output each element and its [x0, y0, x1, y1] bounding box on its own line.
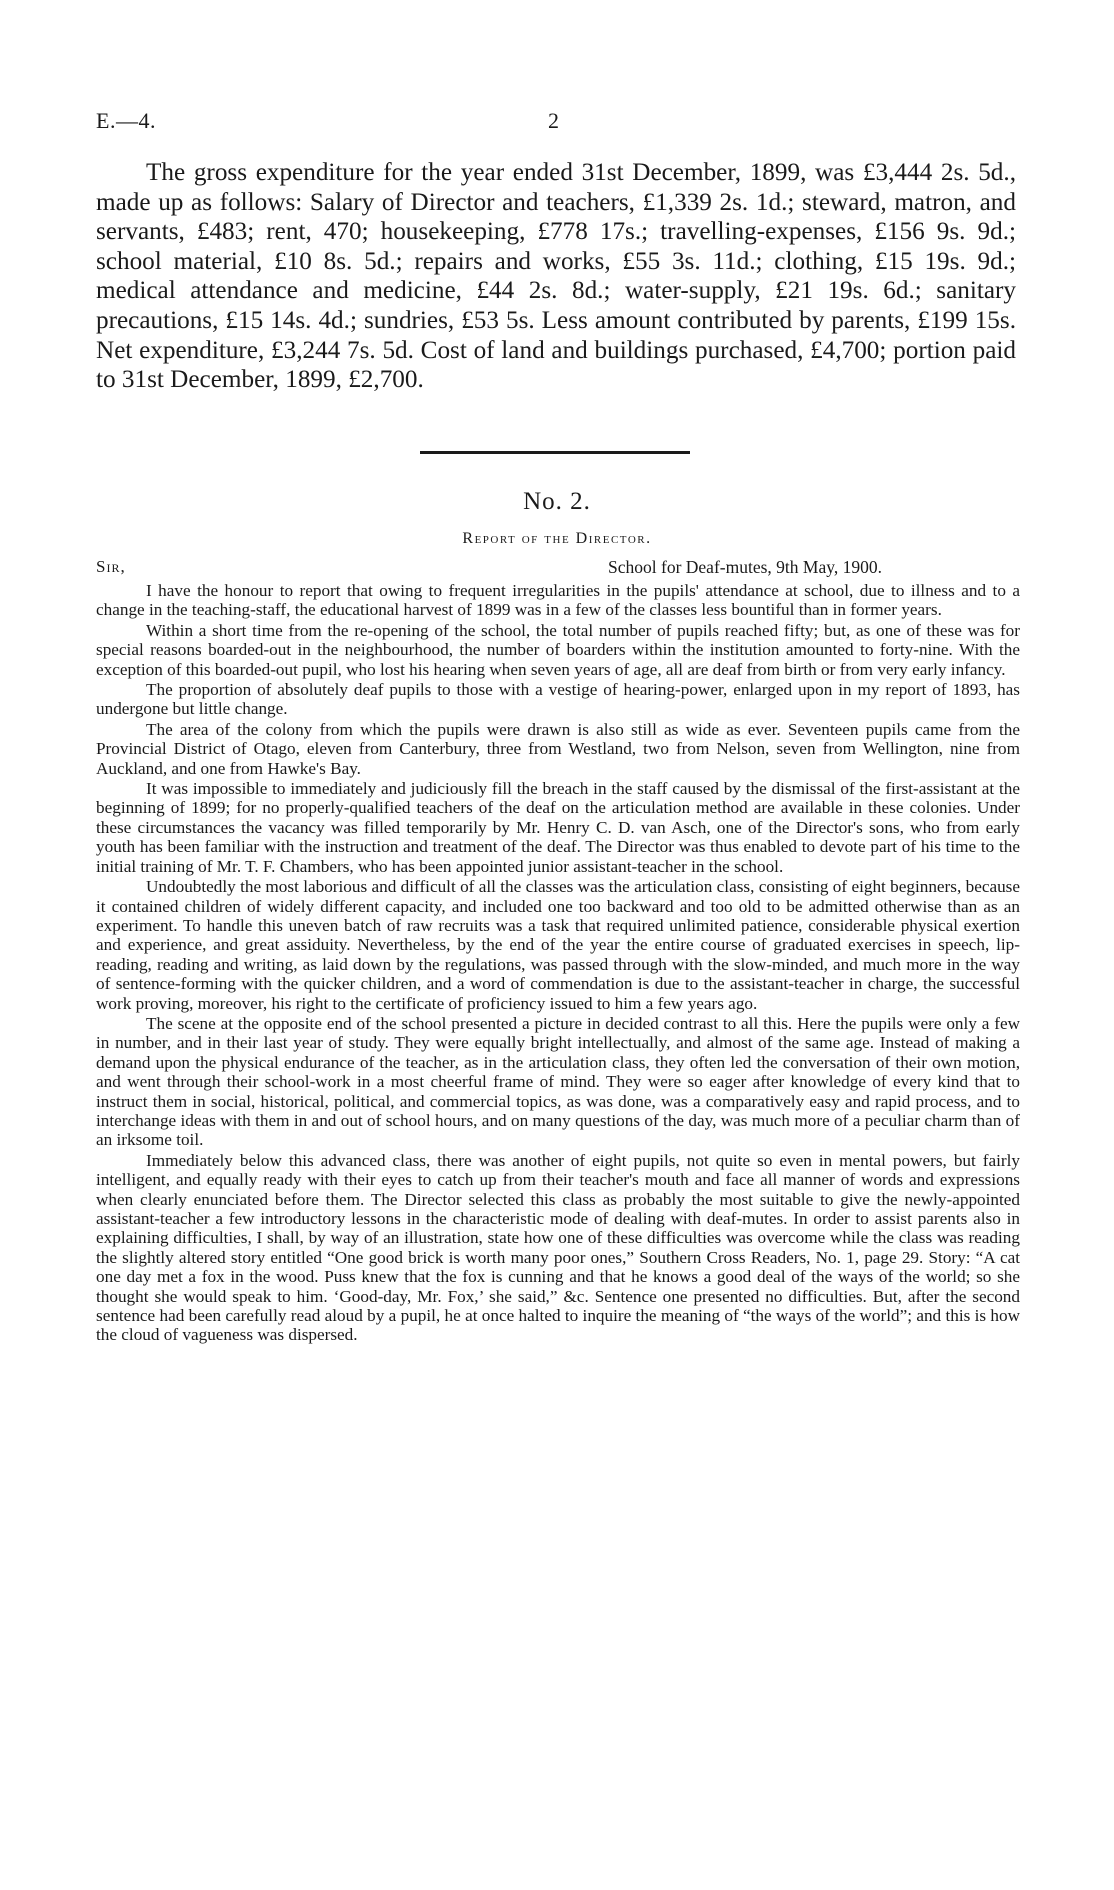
section-title: Report of the Director.: [462, 530, 652, 547]
section-divider: [420, 451, 690, 454]
paragraph: I have the honour to report that owing to frequent irregularities in the pupils' attendance at school, due to illness and to a change in the teaching-staff, the educational harvest of 1899 was in a few of the classes less bountiful than in former years.: [96, 581, 1020, 620]
paragraph: The scene at the opposite end of the school presented a picture in decided contrast to all this. Here the pupils were only a few in number, and in their last year of study. They were equally bright intellectually, and almost of the same age. Instead of making a demand upon the physical endurance of the teacher, as in the articulation class, they often led the conversation of their own motion, and went through their school-work in a most cheerful frame of mind. They were so eager after knowledge of every kind that to instruct them in social, historical, political, and commercial topics, as was done, was a comparatively easy and rapid process, and to interchange ideas with them in and out of school hours, and on many questions of the day, was much more of a peculiar charm than of an irksome toil.: [96, 1013, 1020, 1150]
expenditure-paragraph: [96, 158, 1016, 395]
paragraph: Undoubtedly the most laborious and difficult of all the classes was the articulation class, consisting of eight beginners, because it contained children of widely different capacity, and included one too backward and too old to be admitted otherwise than as an experiment. To handle this uneven batch of raw recruits was a task that required unlimited patience, considerable physical exertion and experience, and great assiduity. Nevertheless, by the end of the year the entire course of graduated exercises in speech, lip-reading, reading and writing, as laid down by the regulations, was passed through with the slow-minded, and much more in the way of sentence-forming with the quicker children, and a word of commendation is due to the assistant-teacher in charge, the successful work proving, moreover, his right to the certificate of proficiency issued to him a few years ago.: [96, 877, 1020, 1013]
salutation: Sir,: [96, 557, 126, 576]
paragraph: Immediately below this advanced class, there was another of eight pupils, not quite so even in mental powers, but fairly intelligent, and equally ready with their eyes to catch up from their teacher's mouth and face all manner of words and expressions when clearly enunciated before them. The Director selected this class as probably the most suitable to give the newly-appointed assistant-teacher a few introductory lessons in the characteristic mode of dealing with deaf-mutes. In order to assist parents also in explaining difficulties, I shall, by way of an illustration, state how one of these difficulties was overcome while the class was reading the slightly altered story entitled “One good brick is worth many poor ones,” Southern Cross Readers, No. 1, page 29. Story: “A cat one day met a fox in the wood. Puss knew that the fox is cunning and that he knows a good deal of the ways of the world; so she thought she would speak to him. ‘Good-day, Mr. Fox,’ she said,” &c. Sentence one presented no difficulties. But, after the second sentence had been carefully read aloud by a pupil, he at once halted to inquire the meaning of “the ways of the world”; and this is how the cloud of vagueness was dispersed.: [96, 1150, 1020, 1345]
paragraph: The gross expenditure for the year ended 31st December, 1899, was £3,444 2s. 5d., made up as follows: Salary of Director and teachers, £1,339 2s. 1d.; steward, matron, and servants, £483; rent, 470; housekeeping, £778 17s.; travelling-expenses, £156 9s. 9d.; school material, £10 8s. 5d.; repairs and works, £55 3s. 11d.; clothing, £15 19s. 9d.; medical attendance and medicine, £44 2s. 8d.; water-supply, £21 19s. 6d.; sanitary precautions, £15 14s. 4d.; sundries, £53 5s. Less amount contributed by parents, £199 15s. Net expenditure, £3,244 7s. 5d. Cost of land and buildings purchased, £4,700; portion paid to 31st December, 1899, £2,700.: [96, 159, 1016, 394]
report-body: [96, 581, 1020, 1346]
page-number: 2: [548, 108, 559, 133]
paragraph: The area of the colony from which the pupils were drawn is also still as wide as ever. Seventeen pupils came from the Provincial District of Otago, eleven from Canterbury, three from Westland, two from Nelson, seven from Wellington, nine from Auckland, and one from Hawke's Bay.: [96, 719, 1020, 778]
dateline: School for Deaf-mutes, 9th May, 1900.: [608, 557, 882, 577]
report-reference: E.—4.: [96, 108, 156, 133]
page-header: [96, 108, 1016, 138]
paragraph: The proportion of absolutely deaf pupils to those with a vestige of hearing-power, enlarged upon in my report of 1893, has undergone but little change.: [96, 680, 1020, 719]
paragraph: Within a short time from the re-opening of the school, the total number of pupils reached fifty; but, as one of these was for special reasons boarded-out in the neighbourhood, the number of boarders within the institution amounted to forty-nine. With the exception of this boarded-out pupil, who lost his hearing when seven years of age, all are deaf from birth or from very early infancy.: [96, 620, 1020, 679]
section-number: No. 2.: [523, 488, 591, 515]
paragraph: It was impossible to immediately and judiciously fill the breach in the staff caused by the dismissal of the first-assistant at the beginning of 1899; for no properly-qualified teachers of the deaf on the articulation method are available in these colonies. Under these circumstances the vacancy was filled temporarily by Mr. Henry C. D. van Asch, one of the Director's sons, who from early youth has been familiar with the instruction and treatment of the deaf. The Director was thus enabled to devote part of his time to the initial training of Mr. T. F. Chambers, who has been appointed junior assistant-teacher in the school.: [96, 779, 1020, 876]
